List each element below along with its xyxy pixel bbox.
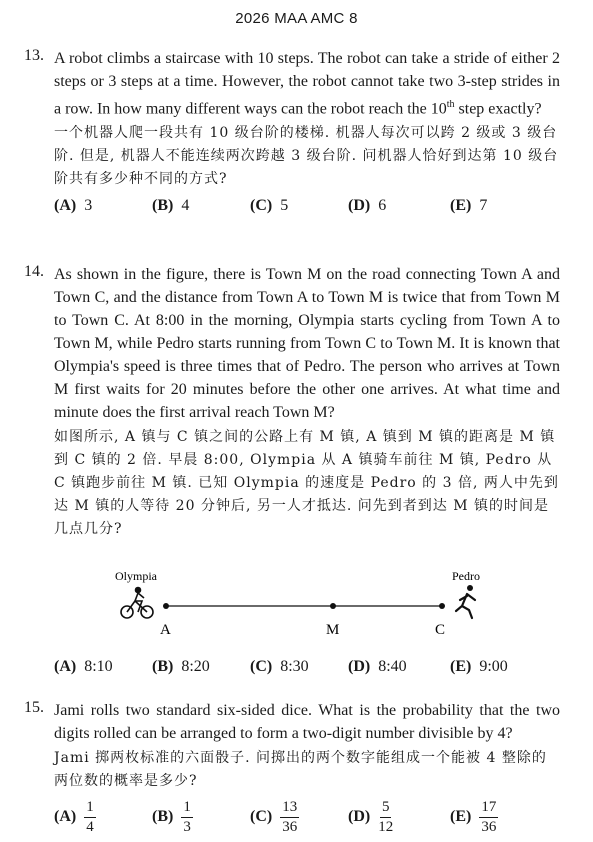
choice-a: (A) 3 xyxy=(54,197,93,215)
question-number: 14. xyxy=(24,263,44,280)
runner-icon xyxy=(456,585,475,618)
choice-c: (C) 8:30 xyxy=(250,658,309,675)
question-text-zh: 如图所示, A 镇与 C 镇之间的公路上有 M 镇, A 镇到 M 镇的距离是 M 镇到 C 镇的 2 倍. 早晨 8:00, Olympia 从 A 镇骑车前往 M 镇, Pedro 从 C 镇跑步前往 M 镇. 已知 Olympia 的速度是 Pedro 的 3 倍, 两人中先到达 M 镇的人等待 20 分钟后, 另一人才抵达. 问先到者到达 M 镇的时间是几点几分? xyxy=(54,429,559,537)
fraction: $\frac{1}{4}$ xyxy=(86,798,94,835)
choice-e: (E) 7 xyxy=(450,197,488,215)
question-15 xyxy=(24,699,560,839)
question-14-choices xyxy=(24,658,560,682)
town-c-label: C xyxy=(435,622,446,638)
question-14 xyxy=(24,263,560,541)
town-c-dot xyxy=(439,603,445,609)
choice-e: (E) $\frac{17}{36}$ xyxy=(450,798,497,835)
choice-c: (C) $\frac{13}{36}$ xyxy=(250,798,298,835)
choice-d: (D) 8:40 xyxy=(348,658,407,675)
town-a-label: A xyxy=(160,622,171,638)
town-m-label: M xyxy=(326,622,340,638)
question-text-en: As shown in the figure, there is Town M on the road connecting Town A and Town C, and the distance from Town A to Town M is twice that from Town M to Town C. At 8:00 in the morning, Olympia starts cycling from Town A to Town M, while Pedro starts running from Town C to Town M. It is known that Olympia's speed is three times that of Pedro. The person who arrives at Town M first waits for 20 minutes before the other one arrives. At what time and minute does the first arrival reach Town M? xyxy=(54,266,560,421)
choice-a: (A) $\frac{1}{4}$ xyxy=(54,798,94,835)
question-text-en: A robot climbs a staircase with 10 steps. The robot can take a stride of either 2 steps or 3 steps at a time. However, the robot cannot take two 3-step strides in a row. In how many different ways can the robot reach the 10th step exactly? xyxy=(54,50,560,118)
question-text-zh: Jami 掷两枚标准的六面骰子. 问掷出的两个数字能组成一个能被 4 整除的两位数的概率是多少? xyxy=(54,750,547,789)
town-road-figure xyxy=(100,562,500,642)
question-number: 13. xyxy=(24,47,44,64)
town-a-dot xyxy=(163,603,169,609)
choice-d: (D) $\frac{5}{12}$ xyxy=(348,798,394,835)
fraction: $\frac{13}{36}$ xyxy=(282,798,298,835)
choice-c: (C) 5 xyxy=(250,197,289,215)
olympia-label: Olympia xyxy=(115,569,157,583)
town-m-dot xyxy=(330,603,336,609)
superscript: th xyxy=(446,99,455,110)
question-13 xyxy=(24,47,560,221)
page-header: 2026 MAA AMC 8 xyxy=(235,10,358,27)
fraction: $\frac{5}{12}$ xyxy=(378,798,394,835)
cyclist-icon xyxy=(121,588,153,619)
answer-choices xyxy=(54,658,560,682)
choice-b: (B) 8:20 xyxy=(152,658,210,675)
fraction: $\frac{17}{36}$ xyxy=(481,798,497,835)
pedro-label: Pedro xyxy=(452,569,480,583)
answer-choices xyxy=(54,795,560,839)
question-text-en: Jami rolls two standard six-sided dice. What is the probability that the two digits rolled can be arranged to form a two-digit number divisible by 4? xyxy=(54,702,560,742)
answer-choices xyxy=(54,197,560,221)
fraction: $\frac{1}{3}$ xyxy=(183,798,191,835)
choice-b: (B) $\frac{1}{3}$ xyxy=(152,798,191,835)
choice-b: (B) 4 xyxy=(152,197,190,215)
choice-e: (E) 9:00 xyxy=(450,658,508,675)
choice-a: (A) 8:10 xyxy=(54,658,113,675)
question-text-zh: 一个机器人爬一段共有 10 级台阶的楼梯. 机器人每次可以跨 2 级或 3 级台阶. 但是, 机器人不能连续两次跨越 3 级台阶. 问机器人恰好到达第 10 级台阶共有多少种不同的方式? xyxy=(54,125,559,188)
choice-d: (D) 6 xyxy=(348,197,387,215)
question-number: 15. xyxy=(24,699,44,716)
